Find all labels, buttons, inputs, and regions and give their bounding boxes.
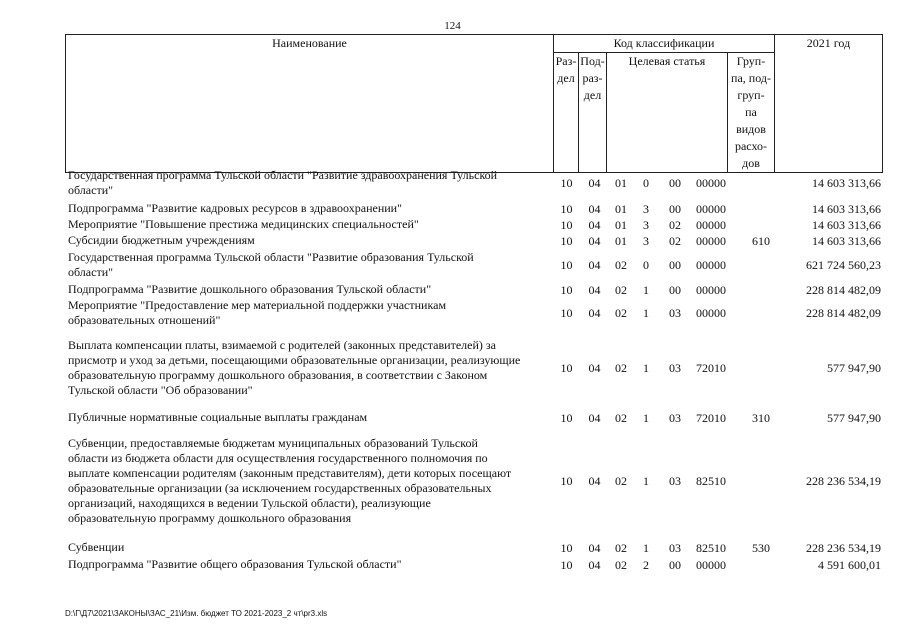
row-name-line: Подпрограмма "Развитие дошкольного образования Тульской области" xyxy=(68,282,432,296)
row-code-pr: 04 xyxy=(588,176,601,190)
row-code-c3: 02 xyxy=(669,233,681,248)
row-code-c3: 00 xyxy=(669,201,681,216)
header-group xyxy=(728,53,775,173)
header-year: 2021 год xyxy=(775,35,883,173)
row-code-c2: 1 xyxy=(643,540,649,555)
row-code-rz: 10 xyxy=(560,306,573,320)
row-code-rz: 10 xyxy=(560,217,573,232)
header-podrazdel-line: раз- xyxy=(582,71,603,85)
header-group-line: па, под- xyxy=(731,71,771,85)
header-classification: Код классификации xyxy=(554,35,775,53)
row-amount: 4 591 600,01 xyxy=(818,557,881,572)
row-amount: 228 814 482,09 xyxy=(806,306,881,320)
row-name-line: Подпрограмма "Развитие общего образования Тульской области" xyxy=(68,557,402,571)
table-row xyxy=(65,282,887,297)
row-amount: 577 947,90 xyxy=(827,361,881,375)
row-code-rz: 10 xyxy=(560,176,573,190)
row-name-line: присмотр и уход за детьми, посещающими образовательные организации, реализующие xyxy=(68,353,521,367)
row-amount: 14 603 313,66 xyxy=(812,176,881,190)
header-podrazdel-line: Под- xyxy=(580,54,605,68)
row-name xyxy=(68,201,553,216)
header-group-line: па xyxy=(745,105,757,119)
row-code-c3: 00 xyxy=(669,258,681,272)
row-code-c2: 1 xyxy=(643,282,649,297)
header-group-line: дов xyxy=(742,156,760,170)
row-name-line: области" xyxy=(68,183,114,197)
row-code-c1: 02 xyxy=(615,258,627,272)
row-name-line: выплате компенсации родителям (законным представителям), дети которых посещают xyxy=(68,466,512,480)
table-row xyxy=(65,217,887,232)
row-code-c2: 3 xyxy=(643,201,649,216)
row-code-c1: 02 xyxy=(615,410,627,425)
row-code-c3: 03 xyxy=(669,306,681,320)
row-code-c4: 72010 xyxy=(696,361,726,375)
row-code-pr: 04 xyxy=(588,361,601,375)
row-code-pr: 04 xyxy=(588,540,601,555)
row-name-line: Мероприятие "Предоставление мер материальной поддержки участникам xyxy=(68,298,447,312)
row-name xyxy=(68,557,553,572)
row-amount: 228 236 534,19 xyxy=(806,474,881,488)
row-code-c4: 72010 xyxy=(696,410,726,425)
row-name xyxy=(68,436,553,526)
row-name xyxy=(68,410,553,425)
row-code-c2: 0 xyxy=(643,176,649,190)
row-name-line: образовательные организации (за исключением государственных образовательных xyxy=(68,481,492,495)
row-code-c4: 82510 xyxy=(696,474,726,488)
row-code-c4: 00000 xyxy=(696,201,726,216)
row-code-c2: 3 xyxy=(643,217,649,232)
row-code-c4: 82510 xyxy=(696,540,726,555)
header-group-line: груп- xyxy=(737,88,765,102)
row-name-line: организаций, находящихся в ведении Тульской области), реализующие xyxy=(68,496,431,510)
row-name-line: образовательных отношений" xyxy=(68,313,221,327)
row-code-pr: 04 xyxy=(588,258,601,272)
header-group-line: видов xyxy=(736,122,766,136)
row-code-c1: 01 xyxy=(615,201,627,216)
row-name xyxy=(68,540,553,555)
row-code-c4: 00000 xyxy=(696,306,726,320)
row-code-pr: 04 xyxy=(588,201,601,216)
table-row xyxy=(65,436,887,526)
table-row xyxy=(65,233,887,248)
row-code-vr: 310 xyxy=(752,410,770,425)
row-code-rz: 10 xyxy=(560,557,573,572)
row-code-c1: 01 xyxy=(615,217,627,232)
row-code-c3: 03 xyxy=(669,474,681,488)
header-razdel-line: дел xyxy=(557,71,575,85)
row-code-vr: 530 xyxy=(752,540,770,555)
row-name xyxy=(68,338,553,398)
row-code-c1: 02 xyxy=(615,282,627,297)
row-code-rz: 10 xyxy=(560,361,573,375)
table-row xyxy=(65,298,887,328)
row-code-c2: 1 xyxy=(643,361,649,375)
page-number: 124 xyxy=(444,20,461,32)
table-row xyxy=(65,338,887,398)
row-code-c2: 1 xyxy=(643,306,649,320)
row-amount: 621 724 560,23 xyxy=(806,258,881,272)
row-code-c3: 03 xyxy=(669,540,681,555)
table-row xyxy=(65,201,887,216)
row-code-rz: 10 xyxy=(560,201,573,216)
row-code-rz: 10 xyxy=(560,540,573,555)
header-podrazdel-line: дел xyxy=(583,88,602,102)
table-header xyxy=(65,34,883,173)
header-group-line: Груп- xyxy=(736,54,766,68)
row-code-c3: 02 xyxy=(669,217,681,232)
row-code-rz: 10 xyxy=(560,410,573,425)
row-code-c4: 00000 xyxy=(696,557,726,572)
row-name xyxy=(68,168,553,198)
header-podrazdel xyxy=(579,53,607,173)
row-code-c3: 03 xyxy=(669,361,681,375)
row-code-pr: 04 xyxy=(588,306,601,320)
row-amount: 14 603 313,66 xyxy=(812,201,881,216)
row-code-c3: 00 xyxy=(669,282,681,297)
row-name-line: области" xyxy=(68,265,114,279)
row-code-c3: 00 xyxy=(669,557,681,572)
header-target: Целевая статья xyxy=(607,53,728,173)
row-name-line: Тульской области "Об образовании" xyxy=(68,383,253,397)
row-code-vr: 610 xyxy=(752,233,770,248)
header-name: Наименование xyxy=(66,35,554,173)
row-name xyxy=(68,217,553,232)
file-path-footer: D:\Г\Д7\2021\ЗАКОНЫ\ЗАС_21\Изм. бюджет ТО 2021-2023_2 чт\pr3.xls xyxy=(65,609,328,618)
row-name-line: Субсидии бюджетным учреждениям xyxy=(68,233,255,247)
row-code-c2: 3 xyxy=(643,233,649,248)
row-name-line: Государственная программа Тульской области "Развитие здравоохранения Тульской xyxy=(68,168,498,182)
row-code-pr: 04 xyxy=(588,282,601,297)
row-name xyxy=(68,250,553,280)
row-code-c1: 01 xyxy=(615,176,627,190)
row-code-c1: 02 xyxy=(615,306,627,320)
row-code-rz: 10 xyxy=(560,233,573,248)
row-code-pr: 04 xyxy=(588,217,601,232)
row-name-line: Публичные нормативные социальные выплаты гражданам xyxy=(68,410,368,424)
row-code-c4: 00000 xyxy=(696,282,726,297)
row-name-line: образовательную программу дошкольного образования xyxy=(68,511,352,525)
header-razdel-line: Раз- xyxy=(555,54,577,68)
row-code-rz: 10 xyxy=(560,282,573,297)
row-name xyxy=(68,282,553,297)
row-code-pr: 04 xyxy=(588,410,601,425)
row-name-line: Мероприятие "Повышение престижа медицинских специальностей" xyxy=(68,217,419,231)
row-code-rz: 10 xyxy=(560,474,573,488)
row-code-c1: 02 xyxy=(615,557,627,572)
row-code-c1: 02 xyxy=(615,540,627,555)
row-amount: 14 603 313,66 xyxy=(812,217,881,232)
row-code-c1: 02 xyxy=(615,361,627,375)
row-name-line: области из бюджета области для осуществления государственного полномочия по xyxy=(68,451,488,465)
row-code-c4: 00000 xyxy=(696,258,726,272)
table-row xyxy=(65,557,887,572)
row-name-line: образовательную программу дошкольного образования, в соответствии с Законом xyxy=(68,368,488,382)
row-name-line: Выплата компенсации платы, взимаемой с родителей (законных представителей) за xyxy=(68,338,496,352)
row-code-c3: 00 xyxy=(669,176,681,190)
row-code-c2: 1 xyxy=(643,410,649,425)
row-name-line: Субвенции xyxy=(68,540,125,554)
row-name-line: Государственная программа Тульской области "Развитие образования Тульской xyxy=(68,250,474,264)
header-group-line: расхо- xyxy=(734,139,768,153)
row-code-pr: 04 xyxy=(588,557,601,572)
row-amount: 228 236 534,19 xyxy=(806,540,881,555)
row-code-rz: 10 xyxy=(560,258,573,272)
row-code-pr: 04 xyxy=(588,233,601,248)
row-code-c3: 03 xyxy=(669,410,681,425)
row-code-c4: 00000 xyxy=(696,217,726,232)
row-amount: 577 947,90 xyxy=(827,410,881,425)
row-code-c1: 01 xyxy=(615,233,627,248)
row-name-line: Субвенции, предоставляемые бюджетам муниципальных образований Тульской xyxy=(68,436,478,450)
row-name xyxy=(68,233,553,248)
row-code-pr: 04 xyxy=(588,474,601,488)
row-name xyxy=(68,298,553,328)
table-row xyxy=(65,540,887,555)
row-name-line: Подпрограмма "Развитие кадровых ресурсов в здравоохранении" xyxy=(68,201,402,215)
row-code-c2: 2 xyxy=(643,557,649,572)
header-razdel xyxy=(554,53,579,173)
table-row xyxy=(65,410,887,425)
row-amount: 228 814 482,09 xyxy=(806,282,881,297)
row-code-c2: 1 xyxy=(643,474,649,488)
row-code-c4: 00000 xyxy=(696,233,726,248)
row-amount: 14 603 313,66 xyxy=(812,233,881,248)
table-row xyxy=(65,168,887,198)
row-code-c1: 02 xyxy=(615,474,627,488)
table-row xyxy=(65,250,887,280)
row-code-c2: 0 xyxy=(643,258,649,272)
row-code-c4: 00000 xyxy=(696,176,726,190)
